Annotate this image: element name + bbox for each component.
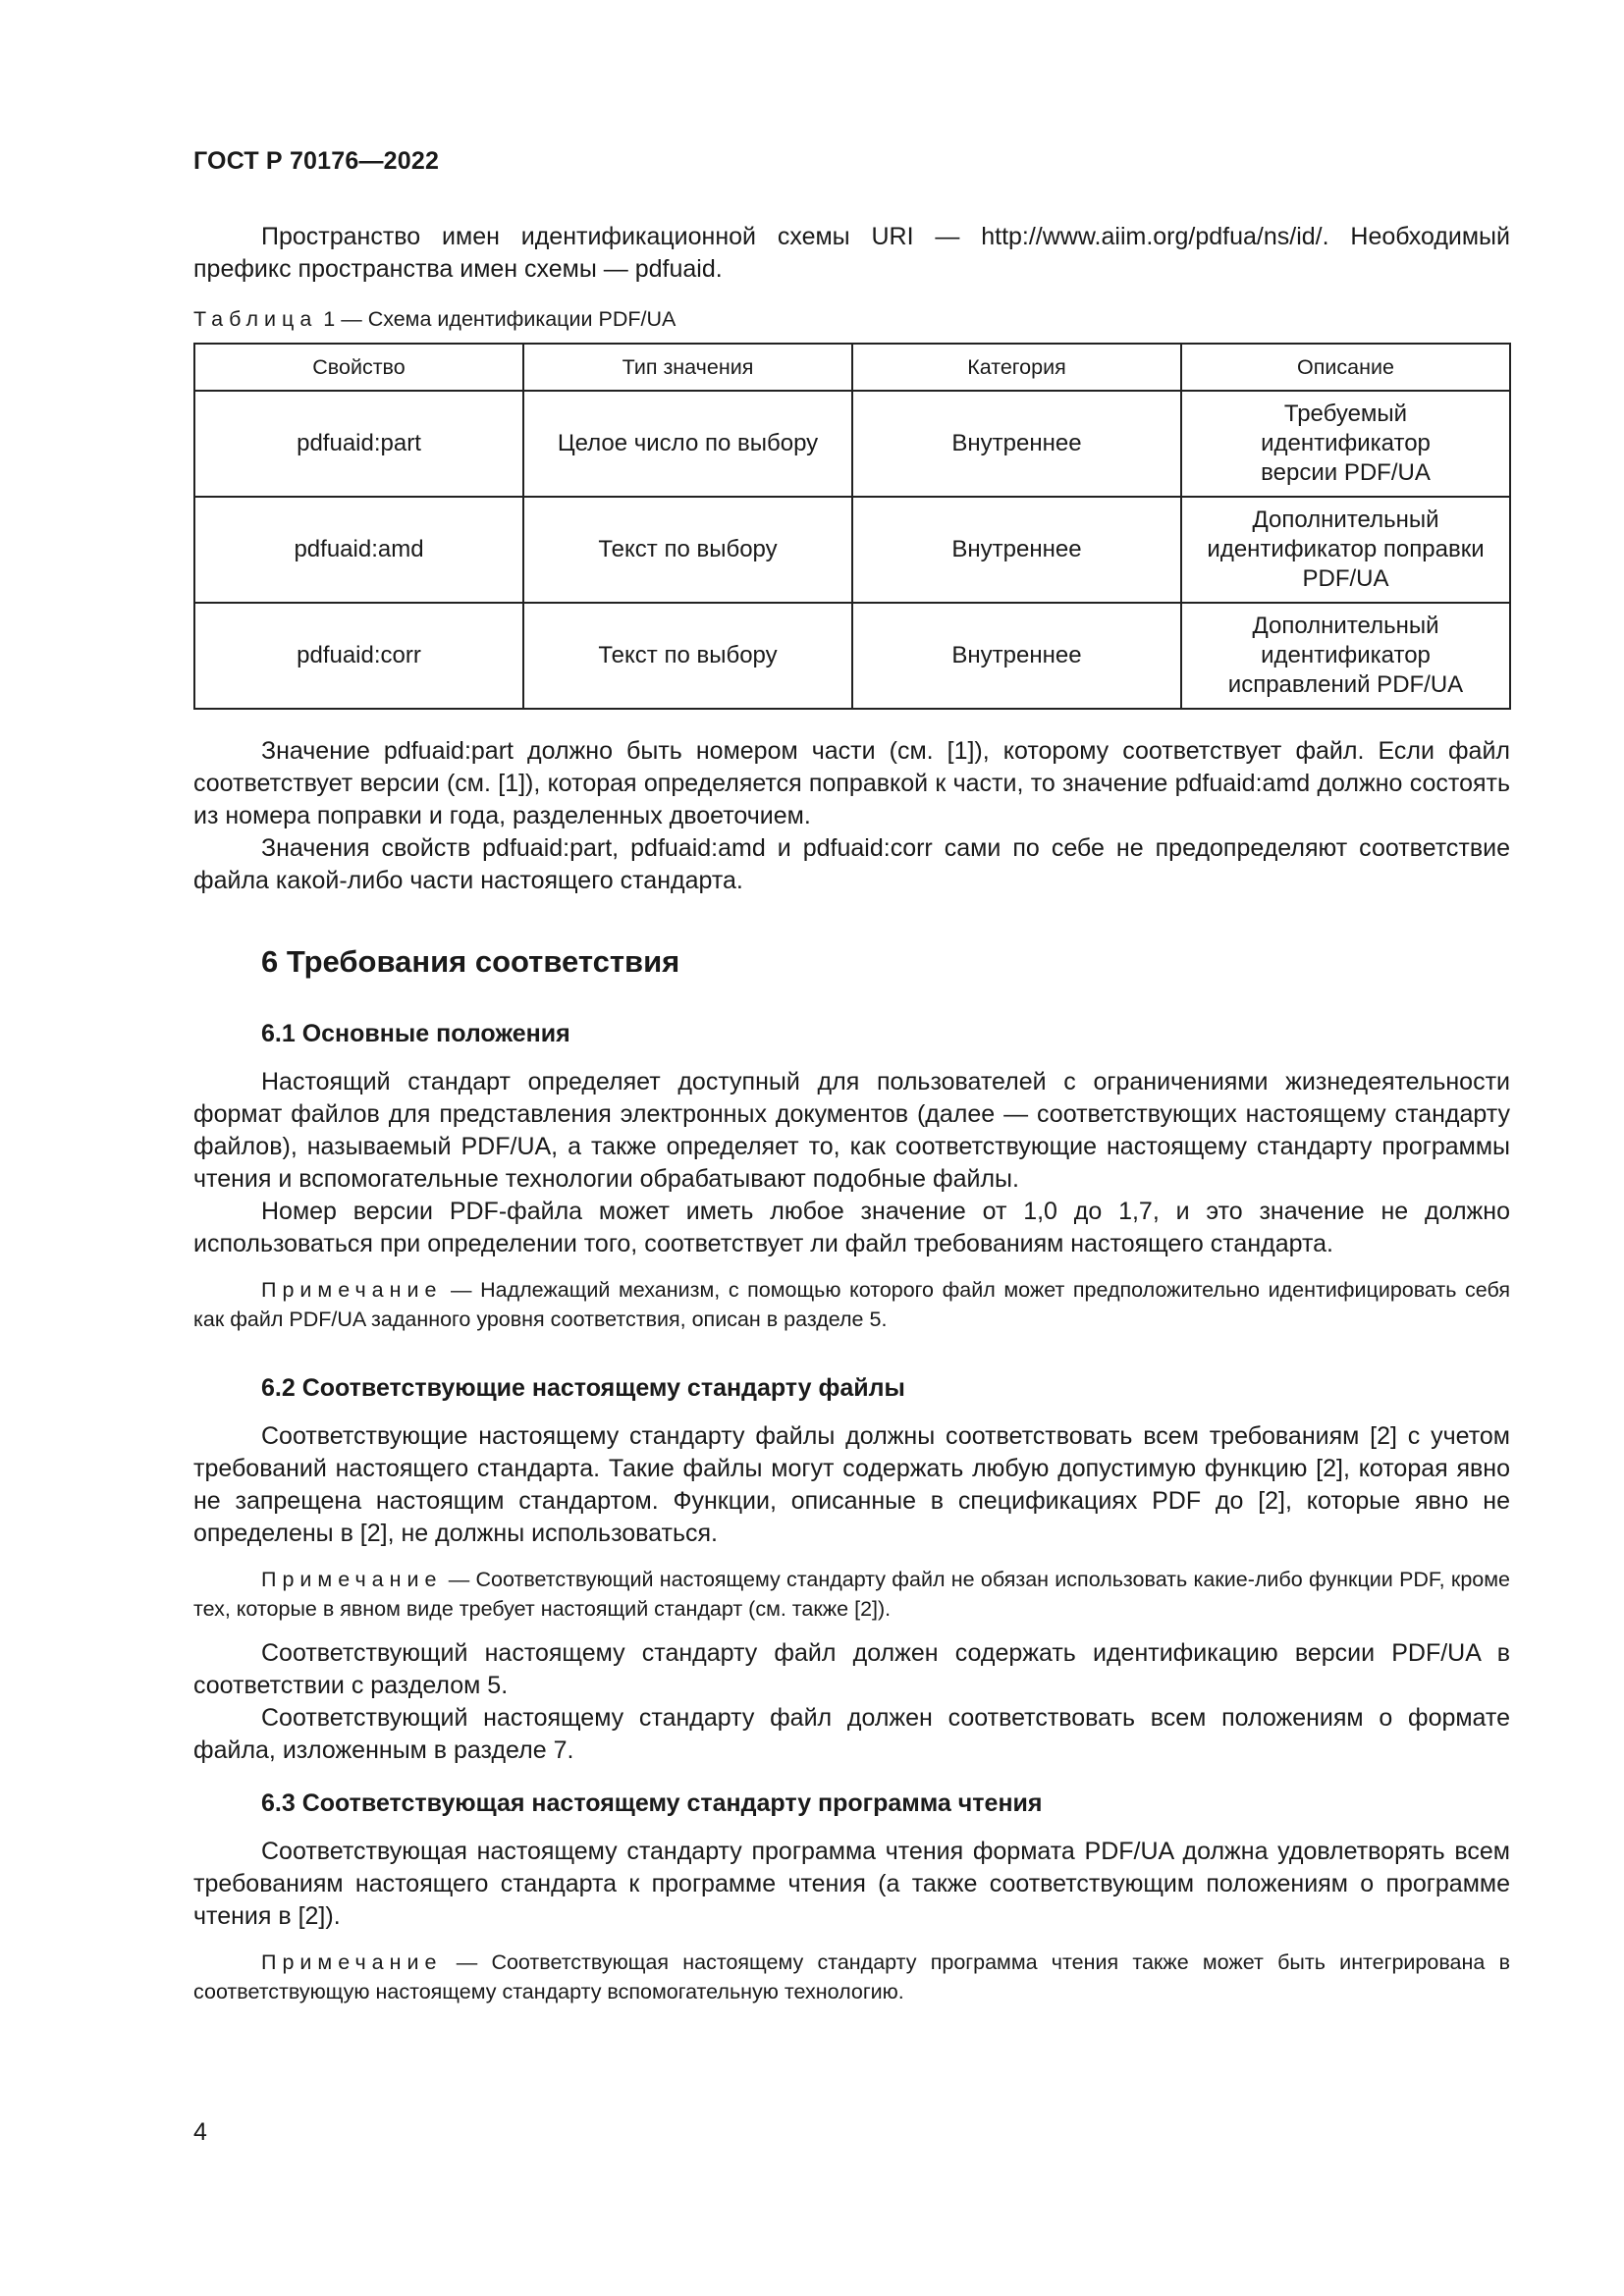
note-text: — Надлежащий механизм, с помощью которого файл может предположительно идентифицировать себя как файл PDF/UA заданного уровня соответствия, описан в разделе 5. bbox=[193, 1278, 1510, 1331]
table-cell bbox=[1181, 391, 1510, 497]
note-text: — Соответствующий настоящему стандарту файл не обязан использовать какие-либо функции PDF, кроме тех, которые в явном виде требует настоящий стандарт (см. также [2]). bbox=[193, 1568, 1510, 1621]
section-6-2-paragraph-3: Соответствующий настоящему стандарту файл должен соответствовать всем положениям о формате файла, изложенным в разделе 7. bbox=[193, 1704, 1510, 1764]
section-6-2-title: 6.2 Соответствующие настоящему стандарту файлы bbox=[261, 1374, 905, 1402]
table-cell: pdfuaid:amd bbox=[194, 497, 523, 603]
table-cell: pdfuaid:part bbox=[194, 391, 523, 497]
section-6-2-paragraph-1: Соответствующие настоящему стандарту файлы должны соответствовать всем требованиям [2] с учетом требований настоящего стандарта. Такие файлы могут содержать любую допустимую функцию [2], которая явно не запрещена настоящим стандартом. Функции, описанные в спецификациях PDF до [2], которые явно не определены в [2], не должны использоваться. bbox=[193, 1422, 1510, 1547]
table-cell: Внутреннее bbox=[852, 603, 1181, 709]
section-6-3-note bbox=[193, 1948, 1510, 2006]
section-6-2-note bbox=[193, 1565, 1510, 1624]
table-cell: Текст по выбору bbox=[523, 603, 852, 709]
table-caption-label: Таблица bbox=[193, 307, 318, 331]
section-6-3-paragraph-1: Соответствующая настоящему стандарту программа чтения формата PDF/UA должна удовлетворять всем требованиям настоящего стандарта к программе чтения (а также соответствующим положениям о программе чтения в [2]). bbox=[193, 1838, 1510, 1930]
section-6-title: 6 Требования соответствия bbox=[261, 944, 680, 979]
intro-paragraph: Пространство имен идентификационной схемы URI — http://www.aiim.org/pdfua/ns/id/. Необходимый префикс пространства имен схемы — pdfuaid. bbox=[193, 223, 1510, 283]
table-row bbox=[194, 391, 1510, 497]
table-row bbox=[194, 497, 1510, 603]
section-6-1-paragraph-1: Настоящий стандарт определяет доступный для пользователей с ограничениями жизнедеятельности формат файлов для представления электронных документов (далее — соответствующих настоящему стандарту файлов), называемый PDF/UA, а также определяет то, как соответствующие настоящему стандарту программы чтения и вспомогательные технологии обрабатывают подобные файлы. bbox=[193, 1068, 1510, 1193]
table-caption bbox=[193, 304, 1510, 334]
table-cell-text: Требуемый идентификатор версии PDF/UA bbox=[1261, 400, 1431, 486]
section-6-1-title: 6.1 Основные положения bbox=[261, 1020, 570, 1047]
table-row bbox=[194, 603, 1510, 709]
section-6-2-paragraph-2: Соответствующий настоящему стандарту файл должен содержать идентификацию версии PDF/UA в соответствии с разделом 5. bbox=[193, 1639, 1510, 1699]
table-cell: Внутреннее bbox=[852, 497, 1181, 603]
part-value-paragraph: Значение pdfuaid:part должно быть номером части (см. [1]), которому соответствует файл. Если файл соответствует версии (см. [1]), которая определяется поправкой к части, то значение pdfuaid:amd должно состоять из номера поправки и года, разделенных двоеточием. bbox=[193, 737, 1510, 829]
note-text: — Соответствующая настоящему стандарту программа чтения также может быть интегрирована в соответствующую настоящему стандарту вспомогательную технологию. bbox=[193, 1950, 1510, 2003]
table-header-cell: Тип значения bbox=[523, 344, 852, 391]
table-cell: Целое число по выбору bbox=[523, 391, 852, 497]
note-label: Примечание bbox=[261, 1278, 443, 1302]
table-header-cell: Категория bbox=[852, 344, 1181, 391]
table-header-row bbox=[194, 344, 1510, 391]
section-6-1-note bbox=[193, 1275, 1510, 1334]
note-label: Примечание bbox=[261, 1568, 443, 1591]
document-header: ГОСТ Р 70176—2022 bbox=[193, 147, 440, 175]
table-cell: pdfuaid:corr bbox=[194, 603, 523, 709]
section-6-3-title: 6.3 Соответствующая настоящему стандарту программа чтения bbox=[261, 1789, 1043, 1817]
table-cell: Внутреннее bbox=[852, 391, 1181, 497]
table-header-cell: Описание bbox=[1181, 344, 1510, 391]
section-6-1-paragraph-2: Номер версии PDF-файла может иметь любое значение от 1,0 до 1,7, и это значение не должно использоваться при определении того, соответствует ли файл требованиям настоящего стандарта. bbox=[193, 1198, 1510, 1257]
table-cell bbox=[1181, 497, 1510, 603]
table-cell-text: Дополнительный идентификатор исправлений PDF/UA bbox=[1227, 613, 1464, 698]
properties-paragraph: Значения свойств pdfuaid:part, pdfuaid:amd и pdfuaid:corr сами по себе не предопределяют соответствие файла какой-либо части настоящего стандарта. bbox=[193, 834, 1510, 894]
note-label: Примечание bbox=[261, 1950, 443, 1974]
table-cell bbox=[1181, 603, 1510, 709]
table-header-cell: Свойство bbox=[194, 344, 523, 391]
table-cell-text: Дополнительный идентификатор поправки PDF/UA bbox=[1207, 507, 1485, 592]
page-content bbox=[193, 221, 1510, 2006]
pdfua-schema-table bbox=[193, 343, 1511, 710]
table-cell: Текст по выбору bbox=[523, 497, 852, 603]
page-number: 4 bbox=[193, 2118, 207, 2146]
table-caption-text: 1 — Схема идентификации PDF/UA bbox=[317, 307, 677, 331]
